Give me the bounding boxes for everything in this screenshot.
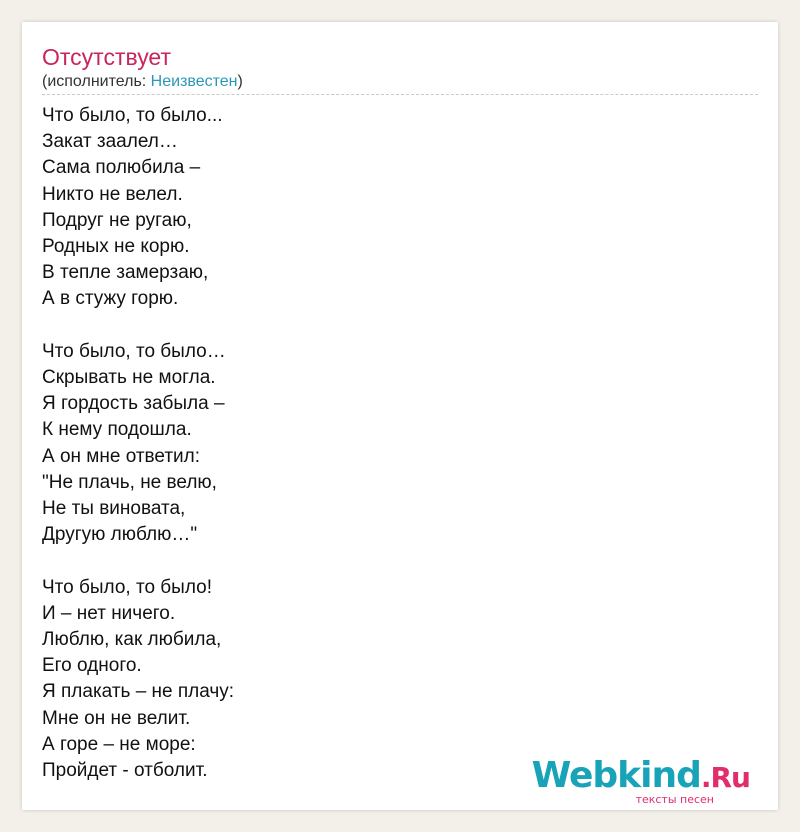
logo-wordmark <box>531 755 750 796</box>
song-title: Отсутствует <box>42 44 171 70</box>
artist-line <box>42 72 243 92</box>
lyric-line: Закат заалел… <box>42 131 178 153</box>
lyric-line: Родных не корю. <box>42 236 190 258</box>
lyric-line: Подруг не ругаю, <box>42 209 192 231</box>
divider <box>42 94 758 95</box>
stanza-2 <box>42 339 234 549</box>
artist-suffix: ) <box>237 73 243 90</box>
lyric-line: Что было, то было! <box>42 576 212 598</box>
lyric-line: А горе – не море: <box>42 733 196 755</box>
logo-brand: Webkind <box>531 755 701 796</box>
lyric-line: "Не плачь, не велю, <box>42 471 217 493</box>
site-logo[interactable] <box>531 755 750 806</box>
lyric-line: К нему подошла. <box>42 419 192 441</box>
lyric-line: А в стужу горю. <box>42 288 179 310</box>
stanza-1 <box>42 103 234 313</box>
lyric-line: А он мне ответил: <box>42 445 201 467</box>
logo-tld: .Ru <box>700 761 750 794</box>
lyric-line: Другую люблю…" <box>42 524 198 546</box>
lyric-line: Что было, то было... <box>42 105 223 126</box>
lyric-line: Я плакать – не плачу: <box>42 681 235 703</box>
lyric-line: Пройдет - отболит. <box>42 760 208 782</box>
lyric-line: Я гордость забыла – <box>42 393 225 415</box>
artist-link[interactable]: Неизвестен <box>150 73 238 90</box>
lyrics-text <box>42 103 234 784</box>
logo-tagline: тексты песен <box>635 793 714 806</box>
lyric-line: Не ты виновата, <box>42 498 186 520</box>
stanza-gap <box>42 548 234 574</box>
lyric-line: И – нет ничего. <box>42 602 176 624</box>
artist-prefix: (исполнитель: <box>42 73 151 90</box>
lyric-line: Скрывать не могла. <box>42 367 216 389</box>
lyric-line: Мне он не велит. <box>42 707 191 729</box>
lyric-line: Его одного. <box>42 655 142 677</box>
lyric-line: Люблю, как любила, <box>42 629 222 651</box>
lyric-line: Сама полюбила – <box>42 157 201 179</box>
stanza-3 <box>42 575 234 785</box>
lyric-line: Никто не велел. <box>42 183 183 205</box>
lyric-line: Что было, то было… <box>42 340 226 362</box>
lyric-line: В тепле замерзаю, <box>42 262 209 284</box>
lyrics-card <box>22 22 778 810</box>
stanza-gap <box>42 313 234 339</box>
